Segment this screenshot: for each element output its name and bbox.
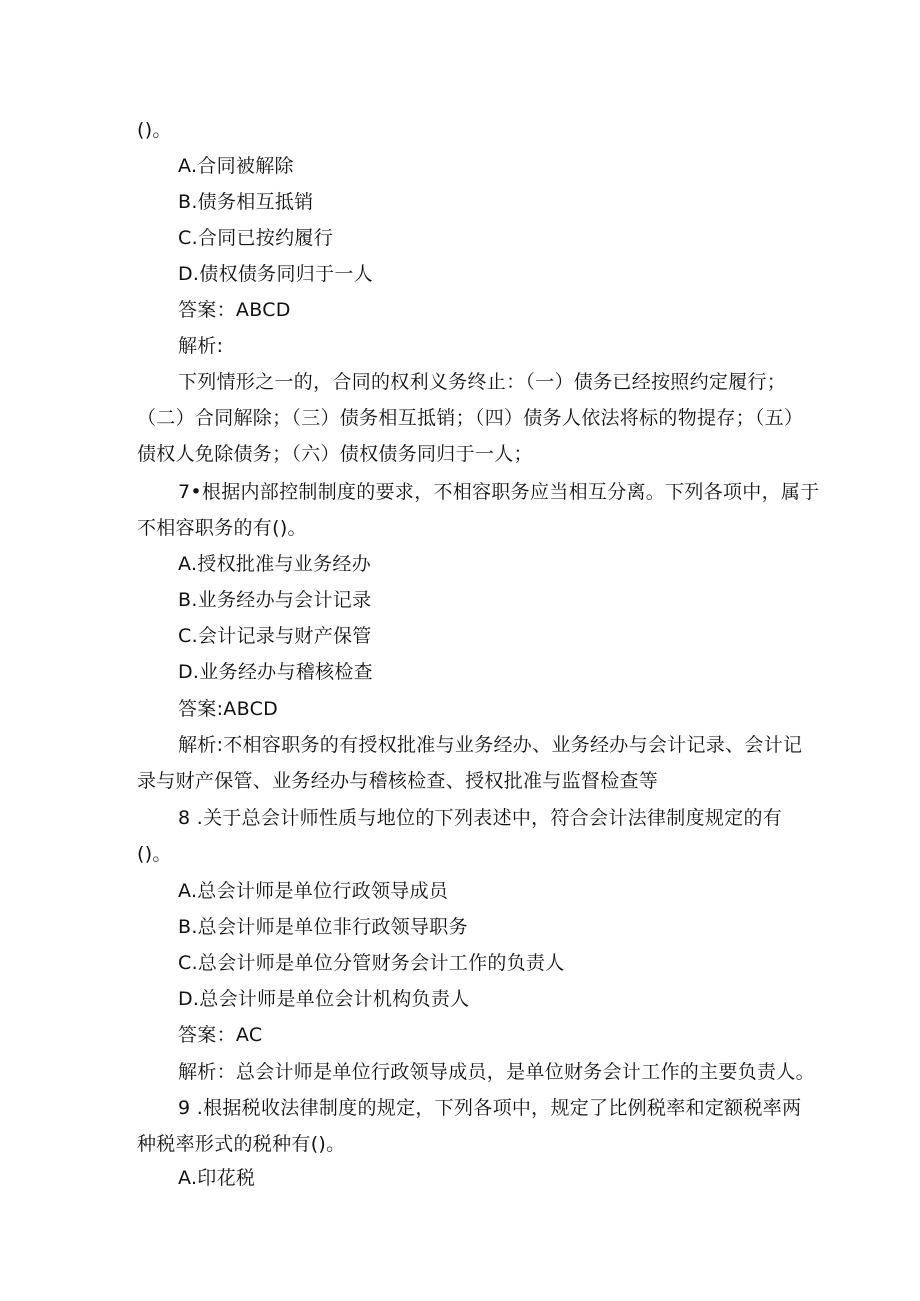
analysis-label: 解析:	[178, 335, 224, 357]
analysis-line: 录与财产保管、业务经办与稽核检查、授权批准与监督检查等	[137, 770, 659, 792]
option-line: C.合同已按约履行	[178, 227, 334, 249]
option-line: D.业务经办与稽核检查	[178, 661, 373, 683]
option-line: C.会计记录与财产保管	[178, 625, 372, 647]
option-line: A.印花税	[178, 1167, 256, 1189]
answer-line: 答案：ABCD	[178, 299, 291, 321]
option-line: A.授权批准与业务经办	[178, 553, 372, 575]
question-line: ()。	[137, 843, 172, 865]
option-line: B.总会计师是单位非行政领导职务	[178, 916, 468, 938]
answer-line: 答案：AC	[178, 1024, 263, 1046]
text-line: ()。	[137, 119, 172, 141]
analysis-line: 解析:不相容职务的有授权批准与业务经办、业务经办与会计记录、会计记	[178, 734, 803, 756]
analysis-line: 解析：总会计师是单位行政领导成员，是单位财务会计工作的主要负责人。	[178, 1061, 815, 1083]
text-line: 下列情形之一的，合同的权利义务终止：（一）债务已经按照约定履行；	[178, 371, 787, 393]
option-line: A.合同被解除	[178, 155, 294, 177]
text-line: （二）合同解除；（三）债务相互抵销；（四）债务人依法将标的物提存；（五）	[137, 407, 804, 429]
question-line: 8 .关于总会计师性质与地位的下列表述中，符合会计法律制度规定的有	[178, 807, 783, 829]
question-line: 9 .根据税收法律制度的规定，下列各项中，规定了比例税率和定额税率两	[178, 1097, 802, 1119]
question-line: 7•根据内部控制制度的要求，不相容职务应当相互分离。下列各项中，属于	[178, 481, 820, 503]
text-line: 债权人免除债务；（六）债权债务同归于一人；	[137, 443, 533, 465]
option-line: D.债权债务同归于一人	[178, 263, 373, 285]
option-line: B.债务相互抵销	[178, 191, 314, 213]
option-line: B.业务经办与会计记录	[178, 589, 372, 611]
question-line: 不相容职务的有()。	[137, 517, 307, 539]
option-line: D.总会计师是单位会计机构负责人	[178, 988, 470, 1010]
answer-line: 答案:ABCD	[178, 698, 279, 720]
option-line: A.总会计师是单位行政领导成员	[178, 880, 449, 902]
option-line: C.总会计师是单位分管财务会计工作的负责人	[178, 952, 565, 974]
question-line: 种税率形式的税种有()。	[137, 1133, 346, 1155]
